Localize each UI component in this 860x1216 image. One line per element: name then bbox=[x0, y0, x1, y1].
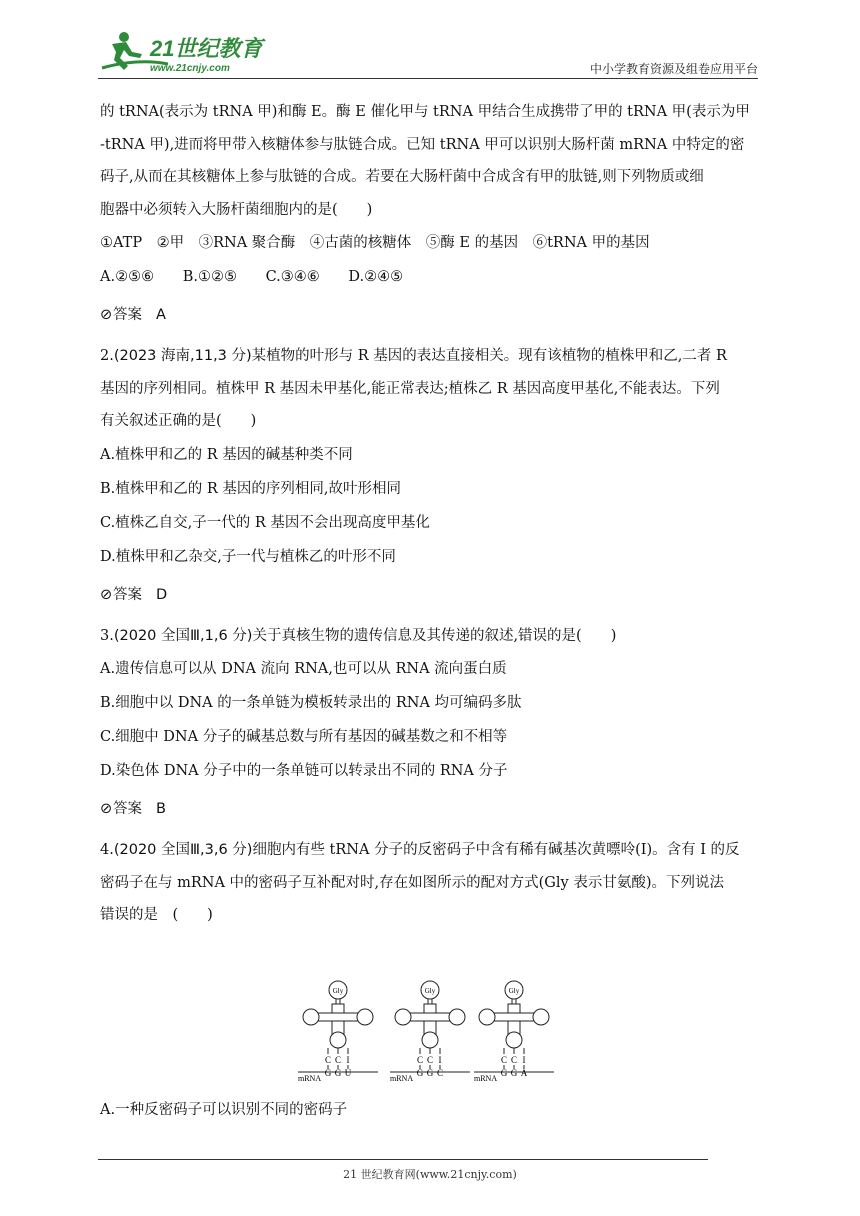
anticodon-base: I bbox=[346, 1055, 350, 1065]
q2-line-2: 基因的序列相同。植株甲 R 基因未甲基化,能正常表达;植株乙 R 基因高度甲基化,不能表达。下列 bbox=[100, 380, 720, 397]
header-divider bbox=[98, 78, 758, 79]
page-header bbox=[98, 28, 758, 80]
anticodon-base: C bbox=[510, 1055, 518, 1065]
answer-label: 答案 bbox=[113, 586, 142, 603]
q3-option-c: C.细胞中 DNA 分子的碱基总数与所有基因的碱基数之和不相等 bbox=[100, 729, 508, 745]
answer-check-icon: ⊘ bbox=[100, 307, 113, 323]
q3-answer-value: B bbox=[156, 801, 166, 817]
q1-line-2: -tRNA 甲),进而将甲带入核糖体参与肽链合成。已知 tRNA 甲可以识别大肠杆菌 mRNA 中特定的密 bbox=[100, 136, 745, 153]
amino-acid-label: Gly bbox=[332, 987, 344, 995]
q3-option-d: D.染色体 DNA 分子中的一条单链可以转录出不同的 RNA 分子 bbox=[100, 763, 508, 779]
q2-option-a: A.植株甲和乙的 R 基因的碱基种类不同 bbox=[100, 446, 353, 463]
q1-answer-value: A bbox=[156, 307, 166, 323]
anticodon-base: I bbox=[438, 1055, 442, 1065]
codon-base: C bbox=[436, 1068, 444, 1078]
q3-option-b: B.细胞中以 DNA 的一条单链为模板转录出的 RNA 均可编码多肽 bbox=[100, 695, 522, 711]
q2-number: 2. bbox=[100, 348, 114, 364]
trna-pairing-figure bbox=[296, 980, 566, 1090]
anticodon-loop bbox=[506, 1032, 522, 1048]
platform-title: 中小学教育资源及组卷应用平台 bbox=[589, 62, 758, 76]
logo-url: www.21cnjy.com bbox=[150, 63, 230, 74]
q4-line-1 bbox=[100, 834, 765, 867]
q2-answer-value: D bbox=[156, 586, 168, 603]
t-loop bbox=[449, 1009, 465, 1025]
footer-divider bbox=[98, 1159, 708, 1160]
amino-acid-label: Gly bbox=[424, 987, 436, 995]
q2-source: (2023 海南,11,3 分) bbox=[113, 348, 252, 364]
codon-base: A bbox=[520, 1068, 528, 1078]
q1-line-3: 码子,从而在其核糖体上参与肽链的合成。若要在大肠杆菌中合成含有甲的肽链,则下列物质或细 bbox=[100, 169, 704, 185]
q1-option-c: C.③④⑥ bbox=[265, 269, 320, 285]
q1-items: ①ATP ②甲 ③RNA 聚合酶 ④古菌的核糖体 ⑤酶 E 的基因 ⑥tRNA 甲的基因 bbox=[100, 235, 650, 251]
mrna-label: mRNA bbox=[298, 1074, 322, 1083]
d-loop bbox=[479, 1009, 495, 1025]
page-footer: 21 世纪教育网(www.21cnjy.com) bbox=[343, 1168, 517, 1181]
q4-line-2: 密码子在与 mRNA 中的密码子互补配对时,存在如图所示的配对方式(Gly 表示甘氨酸)。下列说法 bbox=[100, 874, 724, 891]
codon-base: G bbox=[416, 1068, 424, 1078]
answer-check-icon: ⊘ bbox=[100, 586, 113, 603]
anticodon-loop bbox=[422, 1032, 438, 1048]
q3-option-a: A.遗传信息可以从 DNA 流向 RNA,也可以从 RNA 流向蛋白质 bbox=[100, 661, 507, 677]
anticodon-loop bbox=[330, 1032, 346, 1048]
mrna-label: mRNA bbox=[390, 1074, 414, 1083]
q1-option-d: D.②④⑤ bbox=[348, 269, 404, 285]
anticodon-base: C bbox=[500, 1055, 508, 1065]
answer-check-icon: ⊘ bbox=[100, 801, 113, 817]
question-2 bbox=[100, 340, 765, 610]
q1-answer bbox=[100, 300, 765, 330]
q4-stem-1: 细胞内有些 tRNA 分子的反密码子中含有稀有碱基次黄嘌呤(I)。含有 I 的反 bbox=[252, 842, 740, 858]
q1-line-1: 的 tRNA(表示为 tRNA 甲)和酶 E。酶 E 催化甲与 tRNA 甲结合生成携带了甲的 tRNA 甲(表示为甲 bbox=[100, 104, 750, 120]
d-loop bbox=[303, 1009, 319, 1025]
question-3 bbox=[100, 620, 765, 825]
q3-stem: 关于真核生物的遗传信息及其传递的叙述,错误的是( ) bbox=[252, 627, 617, 644]
question-1 bbox=[100, 96, 765, 330]
anticodon-base: C bbox=[416, 1055, 424, 1065]
logo-21cnjy bbox=[98, 28, 268, 76]
answer-label: 答案 bbox=[113, 307, 142, 323]
codon-base: U bbox=[344, 1068, 352, 1078]
q1-option-a: A.②⑤⑥ bbox=[100, 269, 155, 285]
q3-line-1 bbox=[100, 620, 765, 653]
mrna-label: mRNA bbox=[474, 1074, 498, 1083]
d-loop bbox=[395, 1009, 411, 1025]
q3-source: (2020 全国Ⅲ,1,6 分) bbox=[113, 627, 253, 644]
q1-option-b: B.①②⑤ bbox=[182, 269, 237, 285]
q4-option-a: A.一种反密码子可以识别不同的密码子 bbox=[100, 1102, 348, 1118]
q4-number: 4. bbox=[100, 842, 114, 858]
q2-line-3: 有关叙述正确的是( ) bbox=[100, 413, 257, 429]
q3-answer bbox=[100, 794, 765, 824]
q2-option-b: B.植株甲和乙的 R 基因的序列相同,故叶形相同 bbox=[100, 480, 402, 497]
t-loop bbox=[533, 1009, 549, 1025]
amino-acid-label: Gly bbox=[508, 987, 520, 995]
q2-option-c: C.植株乙自交,子一代的 R 基因不会出现高度甲基化 bbox=[100, 514, 430, 531]
q4-source: (2020 全国Ⅲ,3,6 分) bbox=[113, 842, 253, 858]
answer-label: 答案 bbox=[113, 801, 142, 817]
trna-arm-body bbox=[316, 1013, 360, 1021]
codon-base: G bbox=[426, 1068, 434, 1078]
codon-base: G bbox=[500, 1068, 508, 1078]
page-content bbox=[100, 96, 765, 932]
anticodon-base: C bbox=[324, 1055, 332, 1065]
q2-answer bbox=[100, 580, 765, 610]
codon-base: G bbox=[334, 1068, 342, 1078]
logo-text: 21世纪教育 bbox=[150, 36, 263, 61]
q2-line-1 bbox=[100, 340, 765, 373]
codon-base: G bbox=[324, 1068, 332, 1078]
q1-line-4: 胞器中必须转入大肠杆菌细胞内的是( ) bbox=[100, 201, 373, 218]
q4-line-3: 错误的是 ( ) bbox=[100, 907, 213, 923]
q3-number: 3. bbox=[100, 627, 114, 644]
anticodon-base: C bbox=[334, 1055, 342, 1065]
t-loop bbox=[357, 1009, 373, 1025]
anticodon-base: C bbox=[426, 1055, 434, 1065]
trna-arm-body bbox=[492, 1013, 536, 1021]
q1-options bbox=[100, 260, 765, 294]
q2-stem-1: 某植物的叶形与 R 基因的表达直接相关。现有该植物的植株甲和乙,二者 R bbox=[251, 348, 727, 364]
question-4 bbox=[100, 834, 765, 932]
anticodon-base: I bbox=[522, 1055, 526, 1065]
trna-arm-body bbox=[408, 1013, 452, 1021]
q2-option-d: D.植株甲和乙杂交,子一代与植株乙的叶形不同 bbox=[100, 548, 396, 565]
codon-base: G bbox=[510, 1068, 518, 1078]
